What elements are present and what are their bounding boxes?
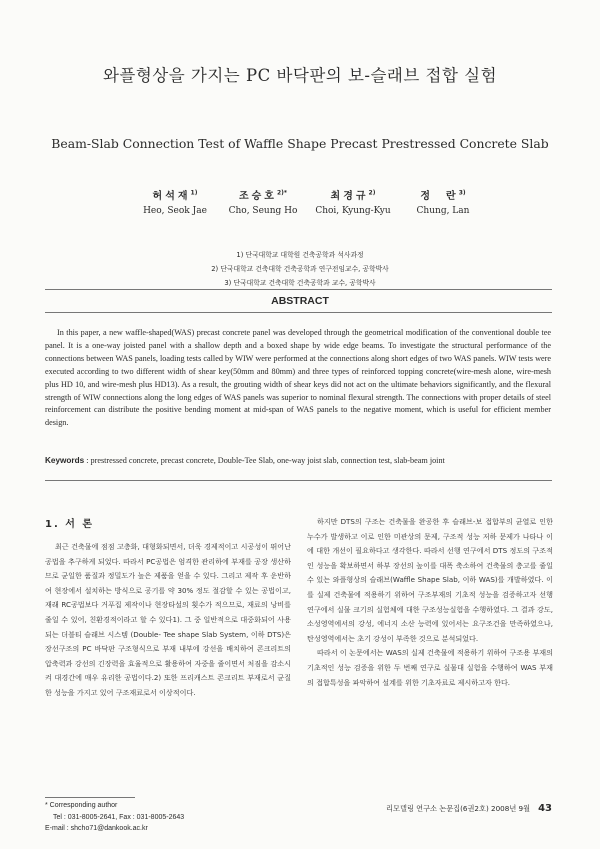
abstract-bottom-rule bbox=[45, 480, 552, 481]
author-affil-mark: 2) bbox=[368, 189, 376, 197]
author-4 bbox=[388, 187, 498, 216]
footnote-mark: * Corresponding author bbox=[45, 802, 118, 809]
keywords-label: Keywords bbox=[45, 456, 85, 465]
paragraph: 최근 건축물에 점점 고층화, 대형화되면서, 더욱 경제적이고 시공성이 뛰어난 공법을 추구하게 되었다. 따라서 PC공법은 엄격한 관리하에 부재를 공장 생산하므로 균일한 품질과 정밀도가 높은 제품을 얻을 수 있다. 그리고 제작 후 운반하여 현장에서 설치하는 방식으로 공기를 약 30% 정도 절감할 수 있는 공법이고, 재래 RC공법보다 거푸집 제작이나 현장타설의 횟수가 적으므로, 재료의 낭비를 줄일 수 있어, 친환경적이라고 할 수 있다1). 그 중 일반적으로 대중화되어 사용되는 더블티 슬래브 시스템 (Double- Tee shape Slab System, 이하 DTS)은 장선구조의 PC 바닥판 구조형식으로 부재 내부에 강선을 배치하여 콘크리트의 압축력과 강선의 긴장력을 효율적으로 활용하여 자중을 줄이면서 처짐을 감소시켜 대경간에 매우 유리한 공법이다.2) 또한 프리캐스트 콘크리트 부재로서 균질한 성능을 가지고 있어 구조재료로서 이상적이다. bbox=[45, 542, 291, 697]
abstract-text: In this paper, a new waffle-shaped(WAS) precast concrete panel was developed through the geometrical modification of the conventional double tee panel. It is a one-way joisted panel with a shallow depth and a boxed shape by wide edge beams. To investigate the structural performance of the connections between WAS panels, loading tests called by WIW were performed at the connections along short edges of two WAS panels. WIW tests were executed according to two different width of shear key(50mm and 80mm) and three types of reinforced topping concrete(wire-mesh alone, wire-mesh plus HD 10, and wire-mesh plus HD13). As a result, the grouting width of shear keys did not act on the ultimate behaviors significantly, and the flexural strength of WIW connections along the long edges of WAS panels was superior to nominal flexural strength. The connections with proper details of steel reinforcement can distribute the positive bending moment at mid-span of WAS panels to the negative moment, which is useful for efficient member design. bbox=[45, 328, 551, 428]
paragraph: 하지만 DTS의 구조는 건축물을 완공한 후 슬래브-보 접합부의 균열로 인한 누수가 발생하고 이로 인한 미관상의 문제, 구조적 성능 저하 문제가 나타나 이에 대한 개선이 필요하다고 생각한다. 따라서 선행 연구에서 DTS 정도의 구조적인 성능을 확보하면서 하부 장선의 높이를 대폭 축소하여 건축물의 층고를 줄일 수 있는 와플형상의 슬래브(Waffle Shape Slab, 이하 WAS)를 개발하였다. 이를 실제 건축물에 적용하기 위하여 구조부재의 기초적 성능을 검증하고자 선행 연구에서 실물 크기의 실험체에 대한 구조성능실험을 수행하였다. 그 결과 강도, 소성영역에서의 강성, 에너지 소산 능력에 있어서는 요구조건을 만족하였으나, 탄성영역에서는 초기 강성이 부족한 것으로 분석되었다. bbox=[307, 517, 553, 643]
author-name-en: Choi, Kyung-Kyu bbox=[315, 206, 391, 216]
footnote bbox=[45, 800, 184, 835]
journal-name: 리모델링 연구소 논문집(6권2호) 2008년 9월 bbox=[386, 804, 531, 813]
author-name-en: Cho, Seung Ho bbox=[228, 206, 298, 216]
abstract-top-rule bbox=[45, 289, 552, 290]
journal-footer bbox=[386, 803, 552, 814]
abstract-heading-rule bbox=[45, 312, 552, 313]
paragraph: 따라서 이 논문에서는 WAS의 실제 건축물에 적용하기 위하여 구조용 부재의 기초적인 성능 검증을 위한 두 번째 연구로 실물대 실험을 수행하여 WAS 부재의 접합특성을 파악하여 설계를 위한 기초자료로 제시하고자 한다. bbox=[307, 648, 553, 687]
keywords bbox=[45, 456, 551, 465]
author-name-ko: 조승호 bbox=[238, 191, 277, 202]
section-heading-introduction: 1. 서 론 bbox=[45, 519, 95, 530]
affiliation-line: 2) 단국대학교 건축대학 건축공학과 연구전임교수, 공학박사 bbox=[211, 265, 389, 273]
footnote-email: E-mail : shcho71@dankook.ac.kr bbox=[45, 825, 148, 832]
page-number: 43 bbox=[538, 803, 552, 814]
paper-title-korean: 와플형상을 가지는 PC 바닥판의 보-슬래브 접합 실험 bbox=[102, 66, 498, 85]
keywords-list: : prestressed concrete, precast concrete, Double-Tee Slab, one-way joist slab, connection test, slab-beam joint bbox=[84, 456, 445, 465]
author-name-ko: 정 란 bbox=[420, 191, 459, 202]
author-affil-mark: 1) bbox=[190, 189, 198, 197]
author-affil-mark: 2)* bbox=[276, 189, 288, 197]
author-name-en: Chung, Lan bbox=[416, 206, 470, 216]
abstract-heading: ABSTRACT bbox=[271, 295, 329, 307]
affiliations bbox=[0, 248, 600, 290]
left-column bbox=[45, 540, 291, 701]
footnote-tel: Tel : 031-8005-2641, Fax : 031-8005-2643 bbox=[53, 813, 185, 821]
author-name-ko: 최경규 bbox=[330, 191, 369, 202]
author-affil-mark: 3) bbox=[458, 189, 466, 197]
paper-title-english: Beam-Slab Connection Test of Waffle Shape Precast Prestressed Concrete Slab bbox=[51, 136, 549, 151]
author-name-ko: 허석재 bbox=[152, 191, 191, 202]
author-name-en: Heo, Seok Jae bbox=[143, 206, 207, 216]
footnote-rule bbox=[45, 797, 135, 798]
right-column bbox=[307, 515, 553, 690]
affiliation-line: 1) 단국대학교 대학원 건축공학과 석사과정 bbox=[236, 251, 364, 259]
affiliation-line: 3) 단국대학교 건축대학 건축공학과 교수, 공학박사 bbox=[224, 279, 376, 287]
